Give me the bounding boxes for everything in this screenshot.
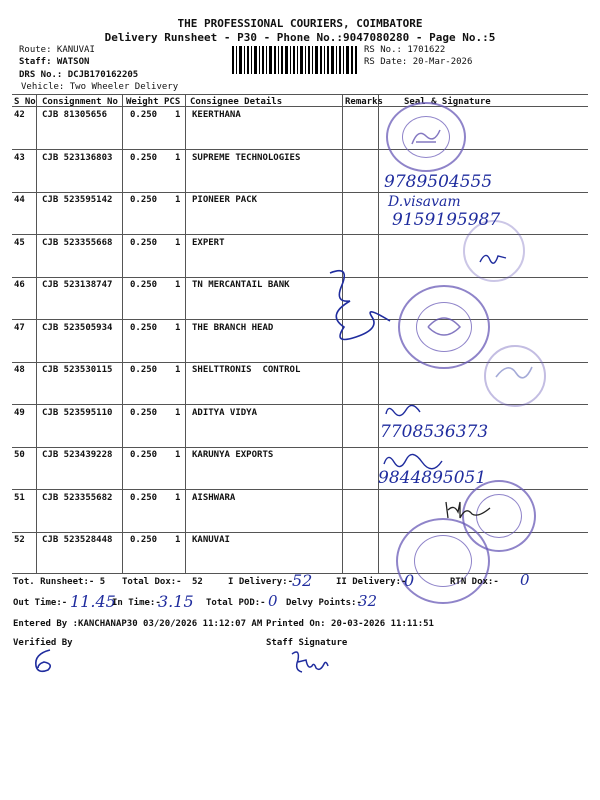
row-consignment-no: CJB 523355682 [42, 492, 113, 503]
row-consignee: TN MERCANTAIL BANK [192, 280, 290, 290]
signature-scribble [478, 246, 508, 270]
vehicle: Vehicle: Two Wheeler Delivery [21, 82, 179, 92]
tot-runsheet: Tot. Runsheet:- 5 [13, 577, 106, 587]
row-sno: 52 [14, 535, 25, 545]
col-header-seal-signature: Seal & Signature [404, 97, 491, 107]
row-weight: 0.250 [130, 152, 158, 163]
seal-stamp [396, 518, 490, 604]
row-consignment-no: CJB 523138747 [42, 280, 113, 290]
total-dox-label: Total Dox:- [122, 577, 182, 587]
rs-date: RS Date: 20-Mar-2026 [364, 57, 473, 67]
row-consignment-no: CJB 523136803 [42, 152, 113, 163]
handwritten-phone: 9159195987 [392, 210, 501, 230]
row-consignee: AISHWARA [192, 492, 236, 503]
seal-stamp [386, 102, 466, 172]
runsheet-subtitle: Delivery Runsheet - P30 - Phone No.:9047080280 - Page No.:5 [104, 31, 496, 44]
handwritten-name: D.visavam [388, 194, 461, 210]
row-pcs: 1 [175, 110, 181, 120]
table-row [0, 277, 600, 319]
verified-by-label: Verified By [13, 638, 73, 648]
row-consignment-no: CJB 523595110 [42, 407, 113, 418]
seal-stamp [484, 345, 546, 407]
table-top-rule [12, 94, 588, 95]
col-header-weight: Weight [126, 97, 159, 107]
row-weight: 0.250 [130, 492, 158, 503]
signature-scribble [444, 498, 492, 522]
row-weight: 0.250 [130, 535, 158, 545]
table-row [0, 405, 600, 447]
row-weight: 0.250 [130, 322, 158, 333]
total-pod-label: Total POD:- [206, 598, 266, 608]
row-rule [12, 192, 588, 193]
row-consignee: THE BRANCH HEAD [192, 322, 274, 333]
row-pcs: 1 [175, 535, 181, 545]
row-weight: 0.250 [130, 195, 158, 205]
row-sno: 47 [14, 322, 25, 333]
row-sno: 48 [14, 365, 25, 375]
signature-scribble [384, 402, 424, 420]
drs-no: DRS No.: DCJB170162205 [19, 70, 139, 80]
row-rule [12, 319, 588, 320]
row-rule [12, 149, 588, 150]
col-header-consignee: Consignee Details [190, 97, 283, 107]
ii-delivery-label: II Delivery:- [336, 577, 407, 587]
row-consignment-no: CJB 523528448 [42, 535, 113, 545]
ii-delivery-value: 0 [404, 571, 415, 590]
delvy-points-label: Delvy Points:- [286, 598, 362, 608]
verified-signature [30, 648, 60, 676]
row-pcs: 1 [175, 280, 181, 290]
row-sno: 49 [14, 407, 25, 418]
row-consignee: KARUNYA EXPORTS [192, 450, 274, 460]
total-pod-value: 0 [268, 592, 278, 610]
table-row [0, 107, 600, 149]
row-pcs: 1 [175, 407, 181, 418]
row-sno: 44 [14, 195, 25, 205]
row-consignee: SUPREME TECHNOLOGIES [192, 152, 301, 163]
row-consignment-no: CJB 523505934 [42, 322, 113, 333]
row-consignee: PIONEER PACK [192, 195, 258, 205]
row-rule [12, 447, 588, 448]
out-time-value: 11.45 [70, 592, 116, 611]
company-title: THE PROFESSIONAL COURIERS, COIMBATORE [177, 17, 423, 30]
row-sno: 45 [14, 237, 25, 248]
row-weight: 0.250 [130, 450, 158, 460]
row-weight: 0.250 [130, 280, 158, 290]
staff: Staff: WATSON [19, 57, 90, 67]
row-sno: 50 [14, 450, 25, 460]
staff-signature-scribble [288, 648, 332, 678]
handwritten-phone: 9789504555 [384, 172, 493, 192]
row-pcs: 1 [175, 322, 181, 333]
row-consignment-no: CJB 523355668 [42, 237, 113, 248]
barcode [232, 46, 358, 74]
i-delivery-label: I Delivery:- [228, 577, 294, 587]
row-pcs: 1 [175, 492, 181, 503]
total-dox-value: 52 [192, 577, 203, 587]
handwritten-phone: 9844895051 [378, 468, 487, 488]
rs-no: RS No.: 1701622 [364, 45, 446, 55]
col-header-sno: S No [14, 97, 36, 107]
row-sno: 46 [14, 280, 25, 290]
rtn-dox-label: RTN Dox:- [450, 577, 499, 587]
delvy-points-value: 32 [358, 592, 378, 610]
row-weight: 0.250 [130, 407, 158, 418]
row-pcs: 1 [175, 237, 181, 248]
out-time-label: Out Time:- [13, 598, 68, 608]
col-header-remarks: Remarks [345, 97, 383, 107]
signature-scribble [382, 452, 446, 470]
col-header-pcs: PCS [164, 97, 181, 107]
row-consignee: KEERTHANA [192, 110, 241, 120]
printed-on: Printed On: 20-03-2026 11:11:51 [266, 619, 434, 629]
row-pcs: 1 [175, 450, 181, 460]
row-consignee: SHELTTRONIS CONTROL [192, 365, 301, 375]
table-row [0, 150, 600, 192]
row-consignee: KANUVAI [192, 535, 230, 545]
row-consignment-no: CJB 523439228 [42, 450, 113, 460]
row-consignee: EXPERT [192, 237, 225, 248]
staff-signature-label: Staff Signature [266, 638, 348, 648]
in-time-value: 3.15 [158, 592, 194, 611]
entered-by: Entered By :KANCHANAP30 03/20/2026 11:12:07 AM [13, 619, 263, 629]
row-sno: 42 [14, 110, 25, 120]
row-pcs: 1 [175, 195, 181, 205]
rtn-dox-value: 0 [520, 571, 530, 589]
i-delivery-value: 52 [292, 571, 313, 590]
col-header-consignment: Consignment No [42, 97, 118, 107]
handwritten-phone: 7708536373 [380, 422, 489, 442]
row-pcs: 1 [175, 365, 181, 375]
row-consignment-no: CJB 81305656 [42, 110, 108, 120]
row-weight: 0.250 [130, 237, 158, 248]
row-sno: 43 [14, 152, 25, 163]
row-consignment-no: CJB 523595142 [42, 195, 113, 205]
row-weight: 0.250 [130, 110, 158, 120]
row-weight: 0.250 [130, 365, 158, 375]
seal-stamp [398, 285, 490, 369]
in-time-label: In Time:- [112, 598, 161, 608]
row-sno: 51 [14, 492, 25, 503]
signature-scribble [320, 265, 410, 355]
row-consignment-no: CJB 523530115 [42, 365, 113, 375]
row-consignee: ADITYA VIDYA [192, 407, 258, 418]
route: Route: KANUVAI [19, 45, 95, 55]
row-pcs: 1 [175, 152, 181, 163]
